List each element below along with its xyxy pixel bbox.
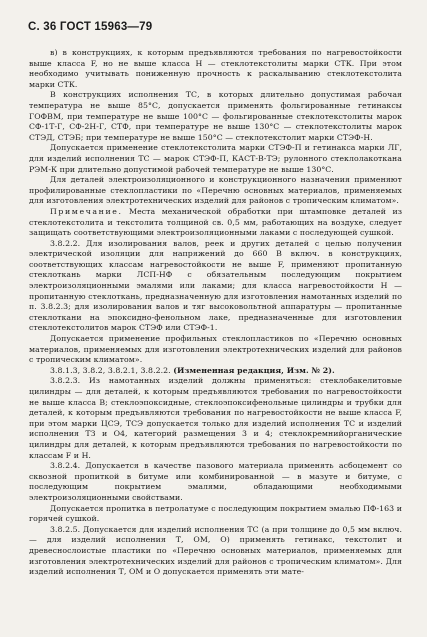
note-text: Места механической обработки при штамповке деталей из стеклотекстолита и текстолита толщиной св. 0,5 мм, работающих на воздухе, следует защищать соответствующими электроизоляционными лаками с последующей сушкой. xyxy=(29,206,402,238)
paragraph: Допускается применение стеклотекстолита марки СТЭФ-П и гетинакса марки ЛГ, для изделий исполнения ТС — марок СТЭФ-П, КАСТ-В-ТЭ; рулонного стеклолакоткана РЭМ-К при длительно допустимой рабочей температуре не выше 130°С. xyxy=(29,143,402,174)
amendment-note: (Измененная редакция, Изм. № 2). xyxy=(173,365,335,375)
document-body xyxy=(29,48,402,578)
paragraph: В конструкциях исполнения ТС, в которых длительно допустимая рабочая температура не выше 85°С, допускается применять фольгированные гетинаксы ГОФВМ, при температуре не выше 100°С — фольгированные стеклотекстолиты марок СФ-1Т-Г, СФ-2Н-Г, СТФ, при температуре не выше 130°С — стеклотекстолиты марок СТЭД, СТЭБ; при температуре не выше 150°С — стеклотекстолит марки СТЭФ-Н. xyxy=(29,90,402,142)
paragraph: в) в конструкциях, к которым предъявляются требования по нагревостойкости выше класса F, но не выше класса Н — стеклотекстолиты марки СТК. При этом необходимо учитывать пониженную прочность к раскалыванию стеклотекстолита марки СТК. xyxy=(29,48,402,89)
note-paragraph xyxy=(29,207,402,239)
amendment-paragraph xyxy=(29,366,402,377)
paragraph: 3.8.2.5. Допускается для изделий исполнения ТС (а при толщине до 0,5 мм включ. — для изделий исполнения Т, ОМ, О) применять гетинакс, текстолит и древеснослоистые пластики по «Перечню основных материалов, применяемых для изготовления электротехнических изделий для районов с тропическим климатом». Для изделий исполнения Т, ОМ и О допускается применять эти мате- xyxy=(29,524,402,577)
paragraph: 3.8.2.3. Из намотанных изделий должны применяться: стеклобакелитовые цилиндры — для деталей, к которым предъявляются требования по нагревостойкости не выше класса В; стеклоэпоксидные, стеклоэпоксифенольные цилиндры и трубки для деталей, к которым предъявляются требования по нагревостойкости не выше класса F, при этом марки ЦСЭ, ТСЭ допускается только для изделий исполнения ТС и изделий исполнения ТЗ и О4, категорий размещения 3 и 4; стеклокремнийорганические цилиндры для деталей, к которым предъявляются требования по нагревостойкости по классам F и Н. xyxy=(29,376,402,460)
paragraph: Допускается пропитка в петролатуме с последующим покрытием эмалью ПФ-163 и горячей сушкой. xyxy=(29,503,402,524)
page-header: С. 36 ГОСТ 15963—79 xyxy=(28,21,153,33)
paragraph: 3.8.2.4. Допускается в качестве пазового материала применять асбоцемент со сквозной пропиткой в битуме или комбинированной — в мазуте и битуме, с последующим покрытием эмалями, обладающими необходимыми электроизоляционными свойствами. xyxy=(29,461,402,502)
note-label: Примечание. xyxy=(50,206,123,216)
paragraph: Для деталей электроизоляционного и конструкционного назначения применяют профилированные стеклопластики по «Перечню основных материалов, применяемых для изготовления электротехнических изделий для районов с тропическим климатом». xyxy=(29,175,402,206)
paragraph: Допускается применение профильных стеклопластиков по «Перечню основных материалов, применяемых для изготовления электротехнических изделий для районов с тропическим климатом». xyxy=(29,334,402,365)
paragraph: 3.8.2.2. Для изолирования валов, реек и других деталей с целью получения электрической изоляции для напряжений до 660 В включ. в конструкциях, соответствующих классам нагревостойкости не выше F, применяют пропитанную стеклоткань марки ЛСП-НФ с обязательным последующим покрытием электроизоляционными эмалями или лаками; для класса нагревостойкости Н — пропитанную стеклоткань, предназначенную для изготовления намотанных изделий по п. 3.8.2.3; для изолирования валов и тяг высоковольтной аппаратуры — пропитанные стеклоткани на эпоксидно-фенольном лаке, предназначенные для изготовления стеклотекстолитов марок СТЭФ или СТЭФ-1. xyxy=(29,238,402,333)
amendment-clauses: 3.8.1.3, 3.8.2, 3.8.2.1, 3.8.2.2. xyxy=(50,365,174,375)
